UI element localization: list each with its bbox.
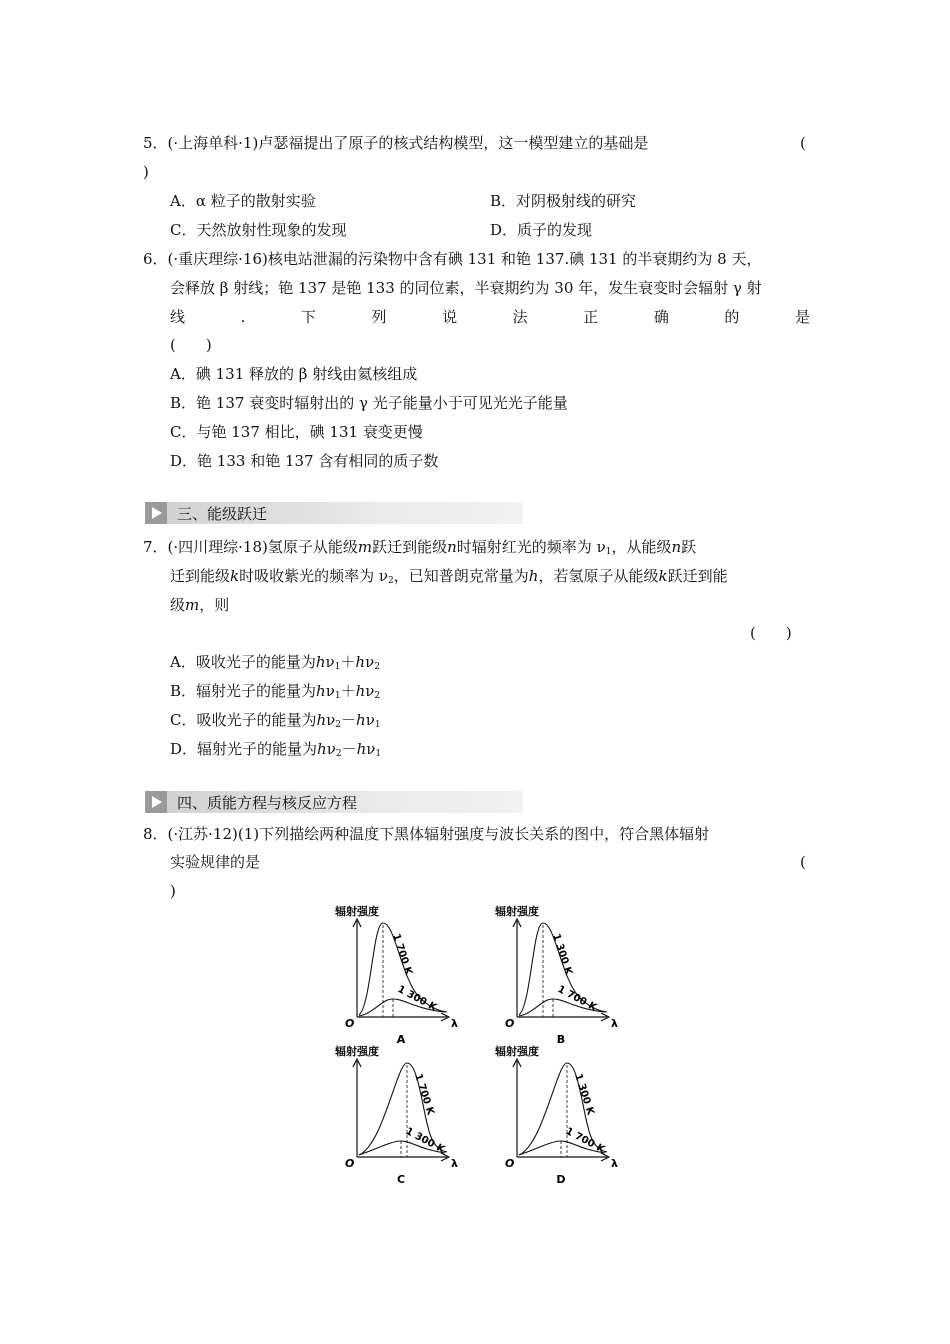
panel-label: B (556, 1033, 566, 1045)
x-axis-label: λ (611, 1157, 618, 1170)
q6-word: 的 (724, 308, 740, 326)
curve-label-top: 1 700 K (412, 1072, 436, 1117)
q8-line-1: 8．(·江苏·12)(1)下列描绘两种温度下黑体辐射强度与波长关系的图中，符合黑体辐射 (143, 825, 710, 843)
y-axis-label: 辐射强度 (495, 1045, 539, 1058)
q6-line-3 (170, 307, 810, 327)
section-title: 四、质能方程与核反应方程 (177, 794, 358, 812)
q6-word: 说 (442, 308, 458, 326)
q6-option-d: D．铯 133 和铯 137 含有相同的质子数 (170, 452, 439, 470)
x-axis-label: λ (611, 1017, 618, 1030)
q6-word: 确 (653, 308, 669, 326)
section-header-mass-energy (145, 791, 523, 813)
section-title: 三、能级跃迁 (177, 505, 268, 523)
play-arrow-icon (145, 502, 167, 524)
y-axis-label: 辐射强度 (335, 1045, 379, 1058)
curve-label-top: 1 300 K (572, 1072, 596, 1117)
q5-option-a: A．α 粒子的散射实验 (170, 192, 316, 210)
panel-label: D (556, 1173, 566, 1185)
q8-answer-paren-open: ( (800, 853, 806, 871)
q7-option-b: B．辐射光子的能量为$h\nu_1+h\nu_2$ (170, 682, 381, 701)
curve-label-bottom: 1 300 K (395, 983, 439, 1014)
q6-word: 正 (583, 308, 599, 326)
curve-label-top: 1 300 K (550, 932, 574, 977)
q5-stem: 5．(·上海单科·1)卢瑟福提出了原子的核式结构模型，这一模型建立的基础是 (143, 134, 649, 152)
q5-answer-paren-close: ) (143, 163, 149, 181)
q5-option-c: C．天然放射性现象的发现 (170, 221, 347, 239)
section-header-energy-levels (145, 502, 523, 524)
q8-line-2: 实验规律的是 (170, 853, 261, 871)
q6-word: 是 (794, 308, 810, 326)
y-axis-label: 辐射强度 (335, 905, 379, 918)
panel-b (495, 905, 635, 1045)
q7-line-1: 7．(·四川理综·18)氢原子从能级m跃迁到能级n时辐射红光的频率为 $\nu_1$，从能级n跃 (143, 538, 697, 557)
panel-a (335, 905, 475, 1045)
x-axis-label: λ (451, 1157, 458, 1170)
q7-option-d: D．辐射光子的能量为$h\nu_2-h\nu_1$ (170, 740, 382, 759)
curve-label-bottom: 1 700 K (555, 983, 599, 1014)
play-arrow-icon (145, 791, 167, 813)
q6-word: . (240, 308, 246, 326)
curve-label-top: 1 700 K (390, 932, 414, 977)
q5-answer-paren-open: ( (800, 134, 806, 152)
origin-label: O (505, 1157, 515, 1170)
x-axis-label: λ (451, 1017, 458, 1030)
curve-label-bottom: 1 300 K (403, 1125, 447, 1156)
q8-answer-paren-close: ) (170, 882, 176, 900)
q7-line-2: 迁到能级k时吸收紫光的频率为 $\nu_2$，已知普朗克常量为h，若氢原子从能级k跃迁到能 (170, 567, 728, 586)
q6-word: 线 (170, 308, 186, 326)
q6-option-a: A．碘 131 释放的 β 射线由氦核组成 (170, 365, 418, 383)
q5-option-d: D．质子的发现 (490, 221, 593, 239)
q7-answer-paren: ( ) (750, 624, 792, 642)
q5-option-b: B．对阴极射线的研究 (490, 192, 637, 210)
panel-d (495, 1045, 635, 1185)
origin-label: O (345, 1017, 355, 1030)
curve-label-bottom: 1 700 K (563, 1125, 607, 1156)
q6-option-c: C．与铯 137 相比，碘 131 衰变更慢 (170, 423, 423, 441)
origin-label: O (505, 1017, 515, 1030)
panel-label: A (396, 1033, 406, 1045)
panel-c (335, 1045, 475, 1185)
q6-line-1: 6．(·重庆理综·16)核电站泄漏的污染物中含有碘 131 和铯 137.碘 131 的半衰期约为 8 天， (143, 250, 762, 268)
q6-word: 列 (371, 308, 387, 326)
q7-line-3: 级m，则 (170, 596, 230, 614)
q6-option-b: B．铯 137 衰变时辐射出的 γ 光子能量小于可见光光子能量 (170, 394, 568, 412)
q6-word: 法 (512, 308, 528, 326)
q7-option-a: A．吸收光子的能量为$h\nu_1+h\nu_2$ (170, 653, 380, 672)
origin-label: O (345, 1157, 355, 1170)
y-axis-label: 辐射强度 (495, 905, 539, 918)
panel-label: C (396, 1173, 406, 1185)
q7-option-c: C．吸收光子的能量为$h\nu_2-h\nu_1$ (170, 711, 381, 730)
q6-word: 下 (300, 308, 316, 326)
q6-answer-paren: ( ) (170, 336, 212, 354)
q6-line-2: 会释放 β 射线；铯 137 是铯 133 的同位素，半衰期约为 30 年，发生衰变时会辐射 γ 射 (170, 279, 762, 297)
